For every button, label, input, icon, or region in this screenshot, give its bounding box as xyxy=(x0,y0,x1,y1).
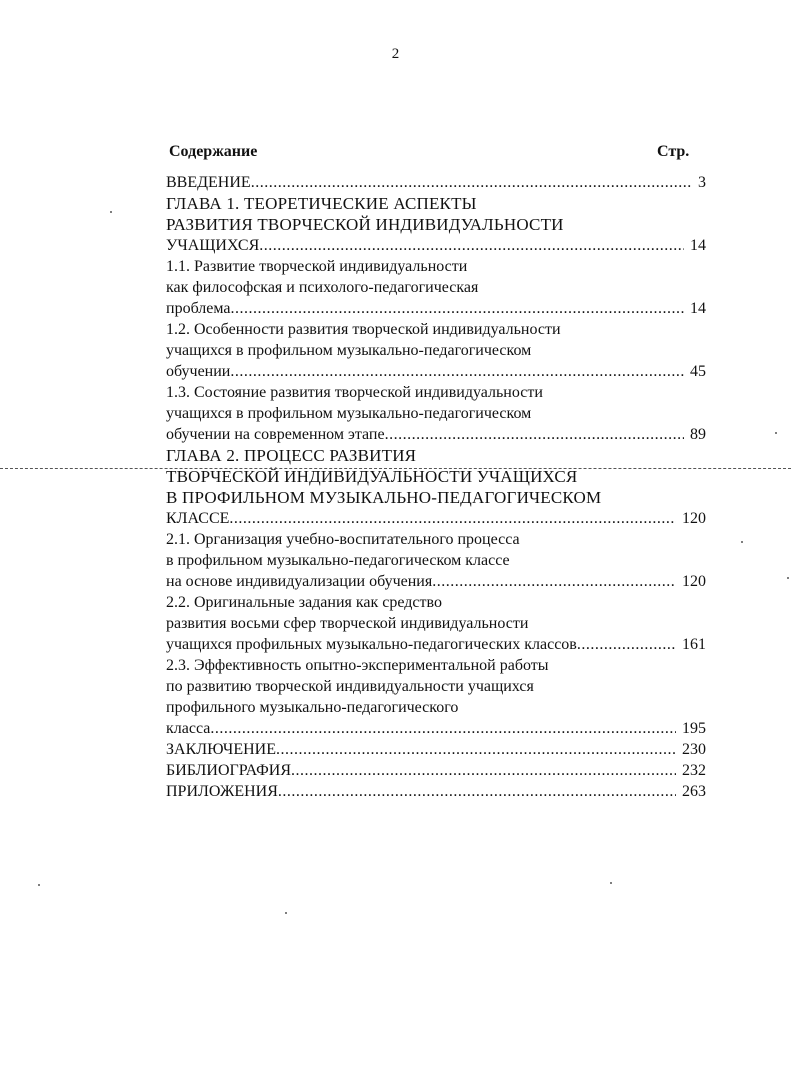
scan-speck xyxy=(787,577,789,579)
toc-entry: учащихся в профильном музыкально-педагогическом xyxy=(166,405,532,422)
toc-entry: В ПРОФИЛЬНОМ МУЗЫКАЛЬНО-ПЕДАГОГИЧЕСКОМ xyxy=(166,488,602,507)
toc-entry: учащихся в профильном музыкально-педагогическом xyxy=(166,342,532,359)
toc-entry: ВВЕДЕНИЕ ..... 3 xyxy=(166,172,706,193)
toc-entry: обучении ..... 45 xyxy=(166,361,706,382)
toc-page: 3 xyxy=(698,174,706,191)
toc-entry: РАЗВИТИЯ ТВОРЧЕСКОЙ ИНДИВИДУАЛЬНОСТИ xyxy=(166,215,564,234)
toc-page: 120 xyxy=(682,510,706,527)
toc-entry: класса ..... 195 xyxy=(166,718,706,739)
scan-speck xyxy=(775,432,777,434)
toc-entry: 1.1. Развитие творческой индивидуальности xyxy=(166,258,468,275)
toc-page: 263 xyxy=(682,783,706,800)
toc-entry: проблема ..... 14 xyxy=(166,298,706,319)
toc-entry: 2.2. Оригинальные задания как средство xyxy=(166,594,442,611)
toc-heading: Содержание xyxy=(169,143,258,160)
toc-entry: как философская и психолого-педагогическая xyxy=(166,279,479,296)
toc-entry: профильного музыкально-педагогического xyxy=(166,699,459,716)
toc-page: 14 xyxy=(690,237,706,254)
toc-page: 45 xyxy=(690,363,706,380)
toc-entry: 1.3. Состояние развития творческой индивидуальности xyxy=(166,384,543,401)
toc-entry: 2.1. Организация учебно-воспитательного процесса xyxy=(166,531,520,548)
scan-speck xyxy=(610,882,612,884)
page-number: 2 xyxy=(391,46,400,62)
toc-entry: БИБЛИОГРАФИЯ ..... 232 xyxy=(166,760,706,781)
toc-page: 232 xyxy=(682,762,706,779)
toc-entry: ГЛАВА 2. ПРОЦЕСС РАЗВИТИЯ xyxy=(166,446,417,465)
toc-entry: в профильном музыкально-педагогическом классе xyxy=(166,552,510,569)
toc-entry: ТВОРЧЕСКОЙ ИНДИВИДУАЛЬНОСТИ УЧАЩИХСЯ xyxy=(166,467,578,486)
scan-speck xyxy=(741,541,743,543)
toc-entry: 1.2. Особенности развития творческой индивидуальности xyxy=(166,321,561,338)
toc-entry: обучении на современном этапе ..... 89 xyxy=(166,424,706,445)
toc-page: 120 xyxy=(682,573,706,590)
toc-entry: развития восьми сфер творческой индивидуальности xyxy=(166,615,529,632)
scan-speck xyxy=(110,211,112,213)
toc-page: 161 xyxy=(682,636,706,653)
toc-entry: ГЛАВА 1. ТЕОРЕТИЧЕСКИЕ АСПЕКТЫ xyxy=(166,194,477,213)
toc-page: 14 xyxy=(690,300,706,317)
toc-page-column-label: Стр. xyxy=(657,143,690,160)
scan-artifact-line xyxy=(0,468,791,469)
toc-page: 89 xyxy=(690,426,706,443)
toc-entry: учащихся профильных музыкально-педагогических классов ..... 161 xyxy=(166,634,706,655)
toc-entry: 2.3. Эффективность опытно-экспериментальной работы xyxy=(166,657,549,674)
toc-entry: КЛАССЕ ..... 120 xyxy=(166,508,706,529)
toc-entry: на основе индивидуализации обучения ..... 120 xyxy=(166,571,706,592)
scan-speck xyxy=(285,912,287,914)
toc-entry: по развитию творческой индивидуальности учащихся xyxy=(166,678,534,695)
toc-entry: ЗАКЛЮЧЕНИЕ ..... 230 xyxy=(166,739,706,760)
toc-entry: УЧАЩИХСЯ ..... 14 xyxy=(166,235,706,256)
toc-entry: ПРИЛОЖЕНИЯ ..... 263 xyxy=(166,781,706,802)
scan-speck xyxy=(38,884,40,886)
toc-page: 230 xyxy=(682,741,706,758)
toc-page: 195 xyxy=(682,720,706,737)
